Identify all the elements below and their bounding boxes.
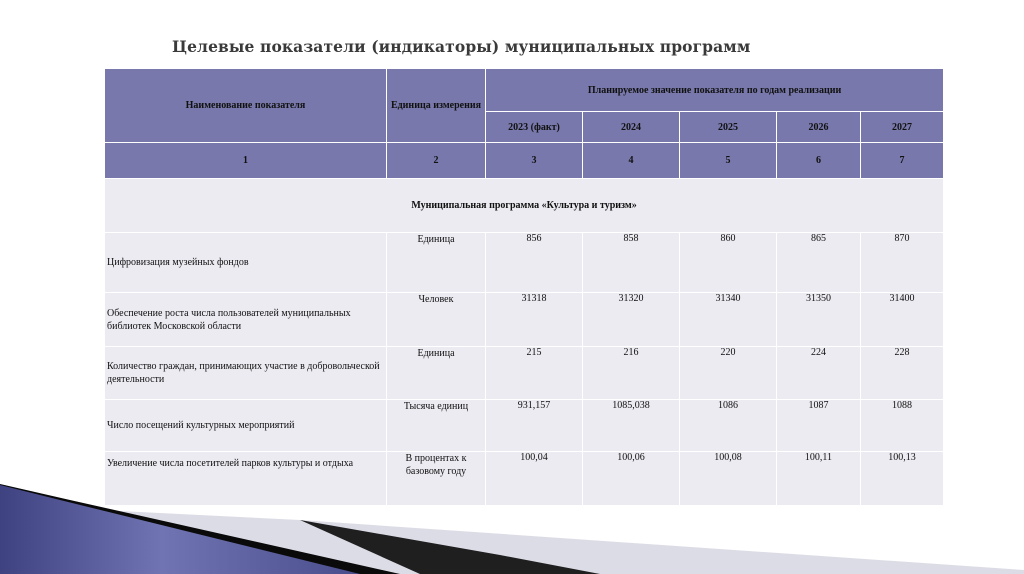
column-number: 7 [861,143,944,179]
header-year: 2026 [777,112,861,143]
value-2027: 31400 [861,293,944,347]
header-year: 2024 [583,112,680,143]
column-number: 3 [486,143,583,179]
program-title: Муниципальная программа «Культура и туризм» [105,179,944,233]
table-row [105,452,944,506]
header-row-1 [105,69,944,112]
table-row [105,400,944,452]
header-planned-values: Планируемое значение показателя по годам реализации [486,69,944,112]
program-title-row [105,179,944,233]
value-2025: 100,08 [680,452,777,506]
value-2026: 865 [777,233,861,293]
value-2025: 220 [680,347,777,400]
slide-title: Целевые показатели (индикаторы) муниципальных программ [172,37,751,56]
value-2027: 870 [861,233,944,293]
indicators-table [104,68,944,506]
header-year: 2023 (факт) [486,112,583,143]
value-2024: 31320 [583,293,680,347]
header-year: 2025 [680,112,777,143]
table-row [105,347,944,400]
column-number-row [105,143,944,179]
value-2026: 224 [777,347,861,400]
value-2027: 228 [861,347,944,400]
value-2026: 100,11 [777,452,861,506]
header-indicator-name: Наименование показателя [105,69,387,143]
column-number: 2 [387,143,486,179]
column-number: 4 [583,143,680,179]
value-2027: 1088 [861,400,944,452]
value-2024: 1085,038 [583,400,680,452]
value-2023: 31318 [486,293,583,347]
header-year: 2027 [861,112,944,143]
value-2023: 100,04 [486,452,583,506]
value-2025: 1086 [680,400,777,452]
indicator-unit: Единица [387,347,486,400]
value-2026: 31350 [777,293,861,347]
indicator-unit: Человек [387,293,486,347]
column-number: 5 [680,143,777,179]
value-2023: 931,157 [486,400,583,452]
value-2023: 856 [486,233,583,293]
indicator-name: Количество граждан, принимающих участие в добровольческой деятельности [105,347,387,400]
indicator-unit: Единица [387,233,486,293]
table-row [105,293,944,347]
table-row [105,233,944,293]
indicator-name: Увеличение числа посетителей парков культуры и отдыха [105,452,387,506]
value-2025: 860 [680,233,777,293]
value-2024: 100,06 [583,452,680,506]
indicator-name: Число посещений культурных мероприятий [105,400,387,452]
value-2026: 1087 [777,400,861,452]
value-2025: 31340 [680,293,777,347]
value-2023: 215 [486,347,583,400]
indicator-unit: Тысяча единиц [387,400,486,452]
value-2027: 100,13 [861,452,944,506]
header-unit: Единица измерения [387,69,486,143]
value-2024: 216 [583,347,680,400]
value-2024: 858 [583,233,680,293]
indicator-name: Цифровизация музейных фондов [105,233,387,293]
indicator-unit: В процентах к базовому году [387,452,486,506]
column-number: 1 [105,143,387,179]
indicator-name: Обеспечение роста числа пользователей муниципальных библиотек Московской области [105,293,387,347]
column-number: 6 [777,143,861,179]
